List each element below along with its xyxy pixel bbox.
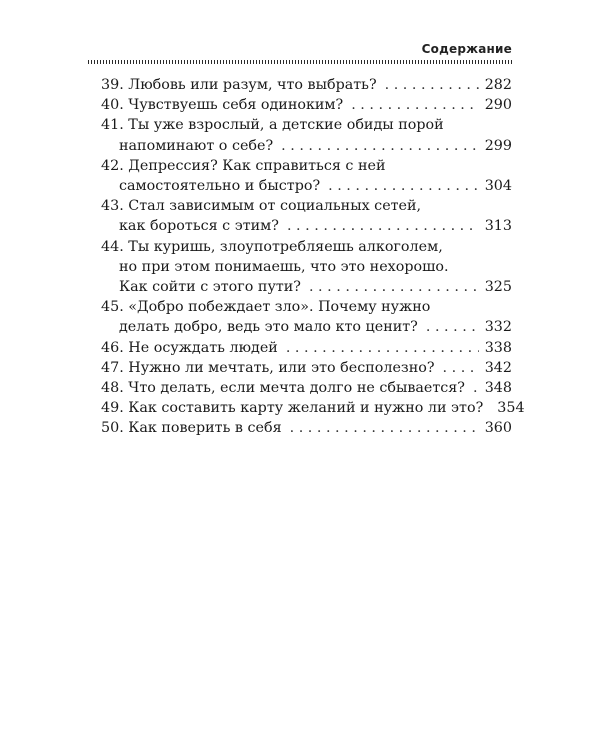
- toc-page-number: 304: [484, 178, 512, 195]
- toc-entry-text-line: 42. Депрессия? Как справиться с ней: [101, 157, 386, 174]
- toc-page-number: 332: [484, 319, 512, 336]
- toc-entry-text-line: 40. Чувствуешь себя одиноким?: [101, 97, 344, 114]
- toc-entry-text-line: 46. Не осуждать людей: [101, 339, 278, 356]
- toc-entry: [101, 115, 512, 155]
- toc-page-number: 325: [484, 279, 512, 296]
- toc-page-number: 338: [484, 339, 512, 356]
- toc-leader-dots: [426, 317, 479, 337]
- toc-entry: [101, 297, 512, 337]
- toc-leader-dots: [443, 358, 479, 378]
- toc-entry-text-line: 41. Ты уже взрослый, а детские обиды порой: [101, 117, 444, 134]
- toc-entry-row: [101, 216, 512, 236]
- toc-entry-row: [101, 136, 512, 156]
- toc-entry: [101, 398, 525, 418]
- toc-entry-text-line: 43. Стал зависимым от социальных сетей,: [101, 198, 422, 215]
- toc-entry-row: [101, 277, 512, 297]
- toc-entry-row: [101, 378, 512, 398]
- toc-page-number: 299: [484, 137, 512, 154]
- toc-entry-row: [101, 75, 512, 95]
- toc-page-number: 354: [497, 400, 525, 417]
- toc-entry: [101, 237, 512, 298]
- toc-leader-dots: [309, 277, 479, 297]
- toc-leader-dots: [287, 216, 479, 236]
- toc-entry: [101, 358, 512, 378]
- toc-leader-dots: [290, 418, 479, 438]
- toc-leader-dots: [286, 338, 479, 358]
- toc-entry-text-line: 48. Что делать, если мечта долго не сбывается?: [101, 380, 465, 397]
- toc-entry-text-line: 39. Любовь или разум, что выбрать?: [101, 77, 377, 93]
- toc-entry-text-line: делать добро, ведь это мало кто ценит?: [119, 319, 418, 336]
- toc-leader-dots: [473, 378, 479, 398]
- toc-entry-text-line: 49. Как составить карту желаний и нужно ли это?: [101, 400, 484, 417]
- toc-entry-row: [101, 358, 512, 378]
- toc-entry-text-line: 50. Как поверить в себя: [101, 420, 282, 437]
- toc-page-number: 342: [484, 359, 512, 376]
- toc-page-number: 290: [484, 97, 512, 114]
- toc-entry: [101, 156, 512, 196]
- toc-page-number: 313: [484, 218, 512, 235]
- toc-entry: [101, 378, 512, 398]
- table-of-contents: [101, 75, 525, 439]
- header-dotted-rule: [88, 60, 512, 64]
- toc-entry: [101, 196, 512, 236]
- toc-entry-row: [101, 176, 512, 196]
- toc-entry-row: [101, 338, 512, 358]
- running-header-title: Содержание: [421, 42, 512, 56]
- toc-entry-text-line: как бороться с этим?: [119, 218, 279, 235]
- toc-page-number: 282: [484, 77, 512, 93]
- toc-entry-text-line: 47. Нужно ли мечтать, или это бесполезно?: [101, 359, 435, 376]
- toc-leader-dots: [281, 136, 479, 156]
- toc-entry-row: [101, 418, 512, 438]
- toc-entry: [101, 418, 512, 438]
- toc-entry-row: [101, 317, 512, 337]
- toc-leader-dots: [328, 176, 479, 196]
- toc-entry-row: [101, 95, 512, 115]
- toc-entry-text-line: Как сойти с этого пути?: [119, 279, 301, 296]
- toc-entry-text-line: самостоятельно и быстро?: [119, 178, 321, 195]
- toc-entry-text-line: 44. Ты куришь, злоупотребляешь алкоголем,: [101, 238, 443, 255]
- toc-entry-row: [101, 398, 525, 418]
- toc-entry-text-line: 45. «Добро побеждает зло». Почему нужно: [101, 299, 431, 316]
- toc-leader-dots: [351, 95, 478, 115]
- toc-leader-dots: [385, 75, 479, 95]
- toc-entry-text-line: но при этом понимаешь, что это нехорошо.: [119, 258, 449, 275]
- toc-entry-text-line: напоминают о себе?: [119, 137, 274, 154]
- toc-page-number: 360: [484, 420, 512, 437]
- toc-entry: [101, 95, 512, 115]
- toc-page-number: 348: [484, 380, 512, 397]
- toc-entry: [101, 338, 512, 358]
- toc-entry: [101, 75, 512, 95]
